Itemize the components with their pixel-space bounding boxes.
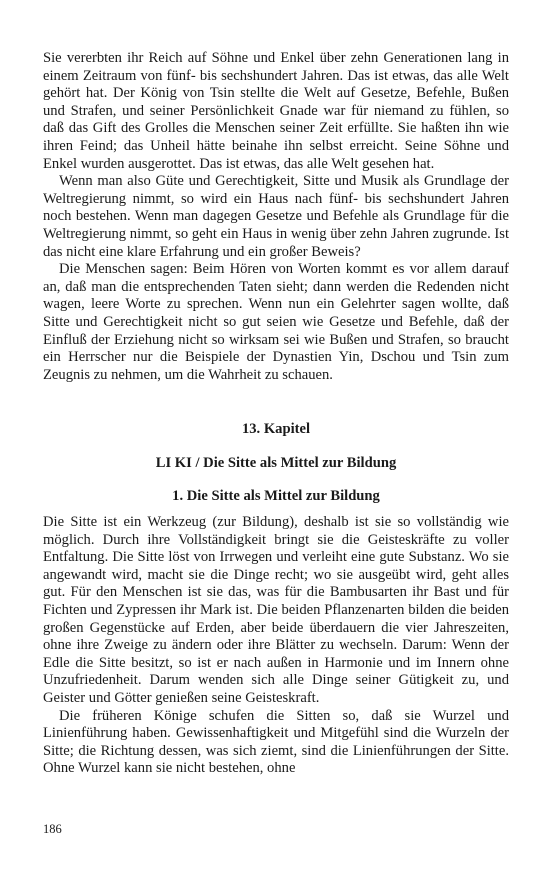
page-body xyxy=(43,50,509,778)
chapter-subtitle: LI KI / Die Sitte als Mittel zur Bildung xyxy=(155,454,397,471)
paragraph-1: Sie vererbten ihr Reich auf Söhne und Enkel über zehn Generationen lang in einem Zeitraum von fünf- bis sechshundert Jahren. Das ist etwas, das alle Welt gehört hat. Der König von Tsin stellte die Welt auf Gesetze, Befehle, Bußen und Strafen, und seiner Persönlichkeit Gnade war für niemand zu fühlen, so daß das Gift des Grolles die Menschen seiner Zeit erfüllte. Sie haßten ihn wie ihren Feind; das Unheil hätte beinahe ihn selbst erreicht. Seine Söhne und Enkel wurden ausgerottet. Das ist etwas, das alle Welt gesehen hat. xyxy=(43,50,509,172)
page-number: 186 xyxy=(43,822,62,836)
chapter-heading: 13. Kapitel xyxy=(241,421,311,438)
paragraph-3: Die Menschen sagen: Beim Hören von Worten kommt es vor allem darauf an, daß man die entsprechenden Taten sieht; dann werden die Redenden nicht wagen, leere Worte zu sprechen. Wenn nun ein Gelehrter sagen wollte, daß Sitte und Gerechtigkeit nicht so gut seien wie Gesetze und Befehle, daß der Einfluß der Erziehung nicht so wirksam sei wie Bußen und Strafen, so braucht ein Herrscher nur die Beispiele der Dynastien Yin, Dschou und Tsin zum Zeugnis zu nehmen, um die Wahrheit zu schauen. xyxy=(43,261,509,383)
paragraph-5: Die früheren Könige schufen die Sitten so, daß sie Wurzel und Linienführung haben. Gewissenhaftigkeit und Mitgefühl sind die Wurzeln der Sitte; die Richtung dessen, was sich ziemt, sind die Linienführungen der Sitte. Ohne Wurzel kann sie nicht bestehen, ohne xyxy=(43,707,509,777)
section-heading: 1. Die Sitte als Mittel zur Bildung xyxy=(172,488,380,505)
paragraph-4: Die Sitte ist ein Werkzeug (zur Bildung), deshalb ist sie so vollständig wie möglich. Durch ihre Vollständigkeit bringt sie die Geisteskräfte zu voller Entfaltung. Die Sitte löst von Irrwegen und verleiht eine gute Substanz. Wo sie angewandt wird, macht sie die Dinge recht; wo sie ausgeübt wird, geht alles gut. Für den Menschen ist sie das, was für die Bambusarten ihr Bast und für Fichten und Zypressen ihr Mark ist. Die beiden Pflanzenarten bilden die beiden großen Gegenstücke auf Erden, aber beide überdauern die vier Jahreszeiten, ohne ihre Zweige zu ändern oder ihre Blätter zu wechseln. Darum: Wenn der Edle die Sitte besitzt, so ist er nach außen in Harmonie und im Innern ohne Unzufriedenheit. Darum wenden sich alle Dinge seiner Gütigkeit zu, und Geister und Götter genießen seine Geisteskraft. xyxy=(43,514,509,706)
paragraph-2: Wenn man also Güte und Gerechtigkeit, Sitte und Musik als Grundlage der Weltregierung nimmt, so wird ein Haus nach fünf- bis sechshundert Jahren noch bestehen. Wenn man dagegen Gesetze und Befehle als Grundlage für die Weltregierung nimmt, so geht ein Haus in wenig über zehn Jahren zugrunde. Ist das nicht eine klare Erfahrung und ein großer Beweis? xyxy=(43,173,509,260)
